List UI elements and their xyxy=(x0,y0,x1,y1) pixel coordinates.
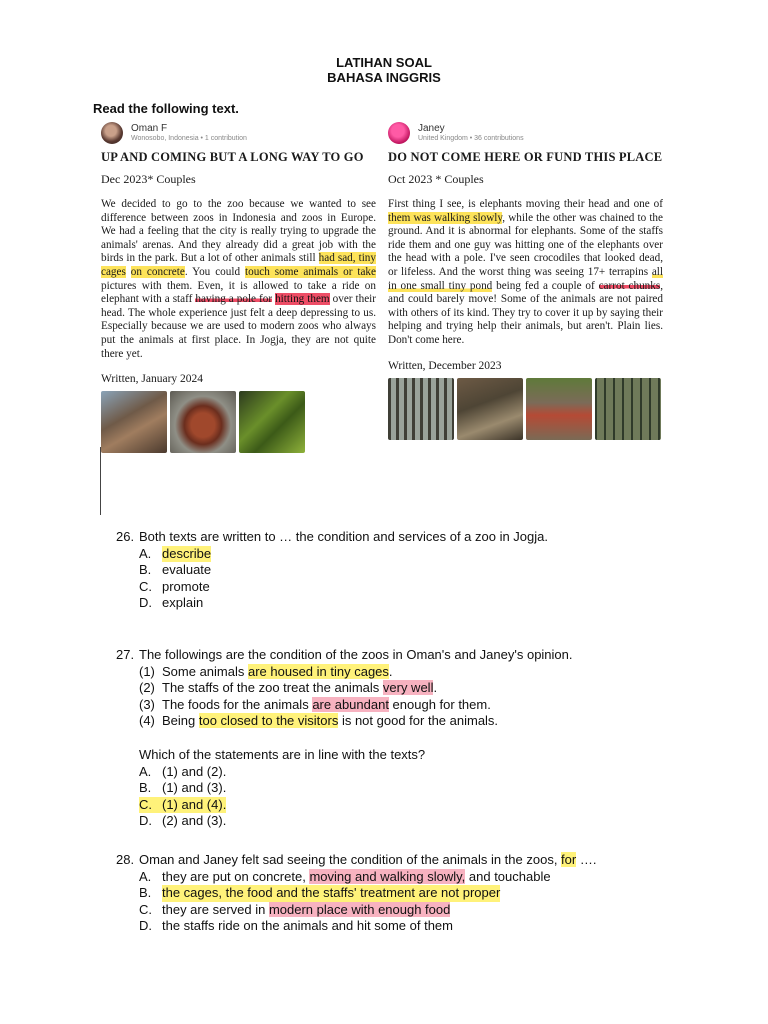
statement-3: (3) The foods for the animals are abundant enough for them. xyxy=(139,696,491,712)
statement-1: (1) Some animals are housed in tiny cages. xyxy=(139,663,393,679)
question-28 xyxy=(116,852,676,935)
option-b[interactable]: B. the cages, the food and the staffs' treatment are not proper xyxy=(139,885,501,901)
sub-question: Which of the statements are in line with the texts? xyxy=(139,746,426,762)
highlight: all in one small tiny pond xyxy=(388,265,663,292)
reviewer-header xyxy=(101,119,376,147)
review-janey xyxy=(388,119,663,440)
statement-4: (4) Being too closed to the visitors is not good for the animals. xyxy=(139,713,499,729)
highlight: on concrete xyxy=(130,265,185,278)
photo-shelter xyxy=(526,378,592,440)
question-stem: Oman and Janey felt sad seeing the condition of the animals in the zoos, for …. xyxy=(139,852,597,867)
review-body: First thing I see, is elephants moving their head and one of them was walking slowly, while the other was chained to the ground. And it is abnormal for elephants. Some of the staffs ride them and one guy was hitting one of the elephants over the head with a pole. I've seen crocodiles that looked dead, or lifeless. And the worst thing was seeing 17+ terrapins all in one small tiny pond being fed a couple of carrot chunks, and could barely move! Some of the animals are not paired with others of its kind. They try to cover it up by saying their helping and trying help their animals, but aren't. Plain lies. Don't come here. xyxy=(388,198,664,346)
review-photos xyxy=(388,378,663,440)
review-oman xyxy=(101,119,376,453)
question-stem: Both texts are written to … the condition and services of a zoo in Jogja. xyxy=(139,529,548,544)
highlight: carrot chunks xyxy=(598,279,661,292)
question-number: 28. xyxy=(116,852,135,867)
option-a[interactable]: A. they are put on concrete, moving and walking slowly, and touchable xyxy=(139,868,551,884)
option-c[interactable]: C. (1) and (4). xyxy=(139,796,227,812)
worksheet-title: LATIHAN SOAL xyxy=(336,55,432,70)
option-c[interactable]: C. promote xyxy=(139,578,210,594)
option-d[interactable]: D. (2) and (3). xyxy=(139,813,227,829)
review-written-date: Written, December 2023 xyxy=(388,359,502,372)
divider xyxy=(100,447,101,515)
photo-aviary xyxy=(595,378,661,440)
worksheet-subtitle: BAHASA INGGRIS xyxy=(327,70,441,85)
statement-2: (2) The staffs of the zoo treat the animals very well. xyxy=(139,680,438,696)
review-date: Oct 2023 * Couples xyxy=(388,172,484,186)
question-number: 26. xyxy=(116,529,135,544)
option-d[interactable]: D. the staffs ride on the animals and hit some of them xyxy=(139,918,453,934)
highlight: them was walking slowly xyxy=(388,211,503,224)
question-stem: The followings are the condition of the zoos in Oman's and Janey's opinion. xyxy=(139,647,573,662)
option-a[interactable]: A. describe xyxy=(139,545,212,561)
reviewer-header xyxy=(388,119,663,147)
photo-snake xyxy=(170,391,236,453)
question-number: 27. xyxy=(116,647,135,662)
instruction-text: Read the following text. xyxy=(93,101,239,116)
option-c[interactable]: C. they are served in modern place with enough food xyxy=(139,901,451,917)
photo-lizard xyxy=(101,391,167,453)
reviewer-meta: Wonosobo, Indonesia • 1 contribution xyxy=(131,135,247,142)
highlight: had sad, tiny cages xyxy=(101,252,376,278)
review-title: DO NOT COME HERE OR FUND THIS PLACE xyxy=(388,150,663,164)
photo-enclosure xyxy=(457,378,523,440)
option-d[interactable]: D. explain xyxy=(139,595,204,611)
reviewer-name: Janey xyxy=(418,123,445,134)
highlight: touch some animals or take xyxy=(245,265,376,278)
photo-cage xyxy=(388,378,454,440)
review-title: UP AND COMING BUT A LONG WAY TO GO xyxy=(101,150,364,164)
avatar xyxy=(388,122,410,144)
question-26 xyxy=(116,529,676,612)
reviewer-name: Oman F xyxy=(131,123,168,134)
question-27 xyxy=(116,647,676,830)
option-a[interactable]: A. (1) and (2). xyxy=(139,763,227,779)
review-written-date: Written, January 2024 xyxy=(101,373,204,386)
review-photos xyxy=(101,391,376,453)
highlight: hitting them xyxy=(275,293,330,306)
avatar xyxy=(101,122,123,144)
photo-frog xyxy=(239,391,305,453)
reviewer-meta: United Kingdom • 36 contributions xyxy=(418,135,524,142)
review-date: Dec 2023* Couples xyxy=(101,172,196,186)
option-b[interactable]: B. evaluate xyxy=(139,562,212,578)
highlight: having a pole for xyxy=(195,293,273,306)
review-body: We decided to go to the zoo because we wanted to see difference between zoos in Indonesia and zoos in Europe. We had a feeling that the city is really trying to upgrade the animals' arenas. And they already did a great job with the birds in the park. But a lot of other animals still had sad, tiny cages on concrete. You could touch some animals or take pictures with them. Even, it is allowed to take a ride on elephant with a staff having a pole for hitting them over their head. The whole experience just felt a deep depressing to us. Especially because we are used to modern zoos who always put the animals at first place. In Jogja, they are not quite there yet. xyxy=(101,198,376,360)
option-b[interactable]: B. (1) and (3). xyxy=(139,780,227,796)
